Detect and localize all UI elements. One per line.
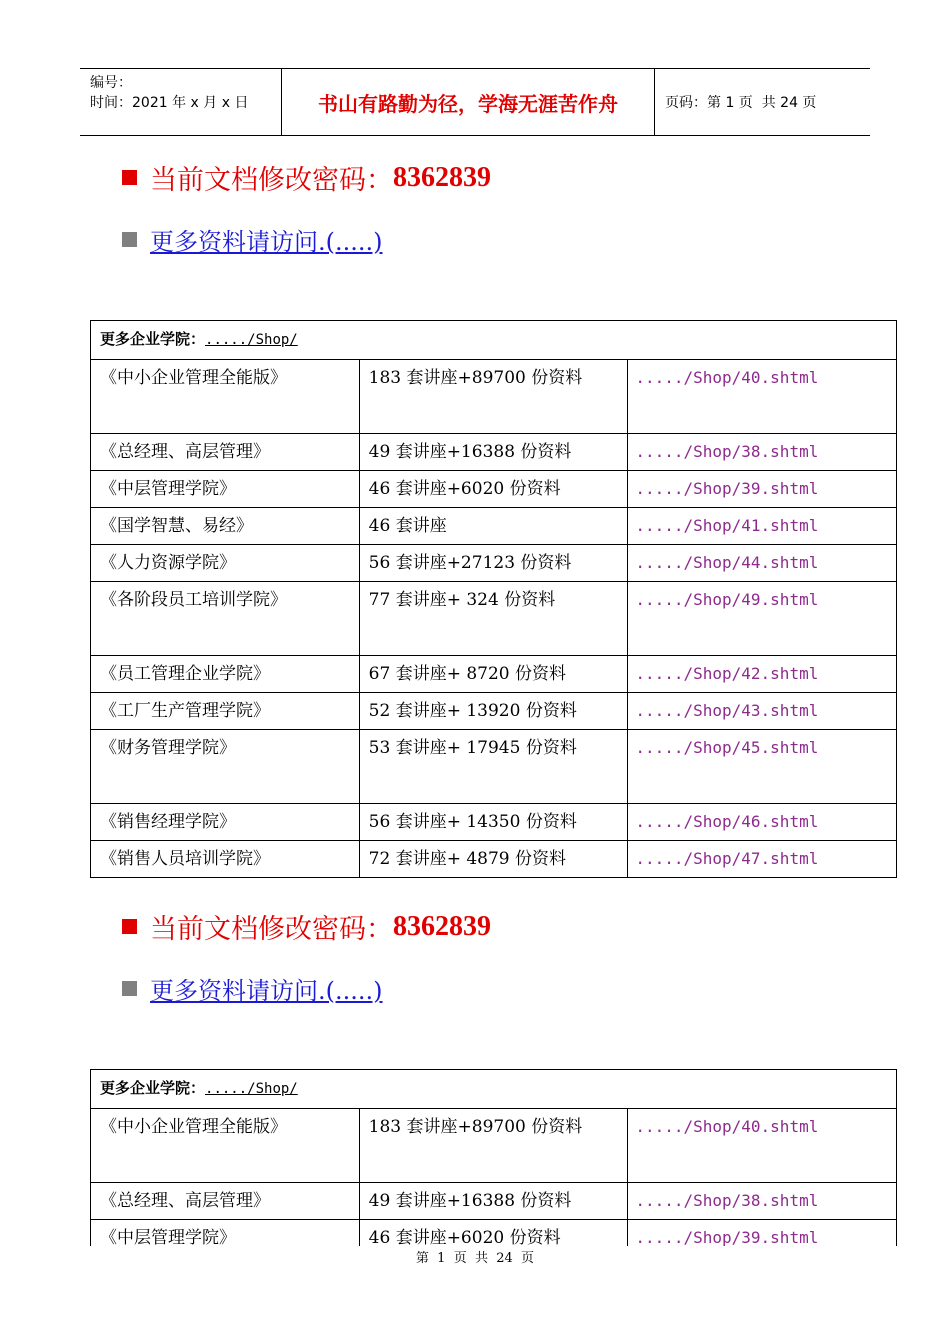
- password-label: 当前文档修改密码：: [150, 165, 393, 196]
- table-row: [91, 582, 897, 656]
- academy-content: 56 套讲座+ 14350 份资料: [359, 804, 628, 841]
- academy-link[interactable]: ...../Shop/45.shtml: [628, 730, 897, 804]
- academy-content: 67 套讲座+ 8720 份资料: [359, 656, 628, 693]
- password-code: 8362839: [393, 910, 491, 942]
- table-header-row: [91, 321, 897, 360]
- academy-header-label: 更多企业学院：: [100, 1079, 206, 1097]
- academy-content: 46 套讲座: [359, 508, 628, 545]
- academy-link[interactable]: ...../Shop/39.shtml: [628, 471, 897, 508]
- gray-square-bullet-icon: [122, 981, 137, 996]
- more-resources-link[interactable]: 更多资料请访问.(.....): [150, 977, 383, 1005]
- academy-link[interactable]: ...../Shop/42.shtml: [628, 656, 897, 693]
- academy-link[interactable]: ...../Shop/47.shtml: [628, 841, 897, 878]
- academy-name: 《国学智慧、易经》: [91, 508, 360, 545]
- academy-content: 53 套讲座+ 17945 份资料: [359, 730, 628, 804]
- academy-link[interactable]: ...../Shop/40.shtml: [628, 1109, 897, 1183]
- document-number-label: 编号：: [90, 75, 132, 91]
- academy-name: 《各阶段员工培训学院》: [91, 582, 360, 656]
- academy-content: 49 套讲座+16388 份资料: [359, 434, 628, 471]
- password-label: 当前文档修改密码：: [150, 914, 393, 945]
- table-header-cell: [91, 1070, 897, 1109]
- table-header-row: [91, 1070, 897, 1109]
- academy-content: 72 套讲座+ 4879 份资料: [359, 841, 628, 878]
- academy-content: 183 套讲座+89700 份资料: [359, 360, 628, 434]
- table-row: [91, 804, 897, 841]
- academy-link[interactable]: ...../Shop/43.shtml: [628, 693, 897, 730]
- table-row: [91, 1109, 897, 1183]
- academy-name: 《总经理、高层管理》: [91, 1183, 360, 1220]
- table-row: [91, 434, 897, 471]
- academy-name: 《中层管理学院》: [91, 1220, 360, 1247]
- table-row: [91, 1183, 897, 1220]
- header-page-info-text: 页码：第 1 页 共 24 页: [665, 95, 817, 111]
- academy-header-label: 更多企业学院：: [100, 330, 206, 348]
- academy-name: 《总经理、高层管理》: [91, 434, 360, 471]
- table-row: [91, 693, 897, 730]
- gray-square-bullet-icon: [122, 232, 137, 247]
- academy-name: 《销售人员培训学院》: [91, 841, 360, 878]
- table-row: [91, 730, 897, 804]
- academy-content: 46 套讲座+6020 份资料: [359, 1220, 628, 1247]
- table-row: [91, 471, 897, 508]
- academy-name: 《工厂生产管理学院》: [91, 693, 360, 730]
- academy-link[interactable]: ...../Shop/41.shtml: [628, 508, 897, 545]
- academy-content: 52 套讲座+ 13920 份资料: [359, 693, 628, 730]
- academy-header-link[interactable]: ...../Shop/: [205, 332, 298, 348]
- table-row: [91, 1220, 897, 1247]
- academy-name: 《人力资源学院》: [91, 545, 360, 582]
- academy-name: 《销售经理学院》: [91, 804, 360, 841]
- header-motto: 书山有路勤为径，学海无涯苦作舟: [282, 69, 655, 135]
- password-notice: [122, 158, 491, 197]
- more-resources-link[interactable]: 更多资料请访问.(.....): [150, 228, 383, 256]
- red-square-bullet-icon: [122, 170, 137, 185]
- academy-header-link[interactable]: ...../Shop/: [205, 1081, 298, 1097]
- table-row: [91, 656, 897, 693]
- password-code: 8362839: [393, 161, 491, 193]
- academy-content: 77 套讲座+ 324 份资料: [359, 582, 628, 656]
- academy-name: 《财务管理学院》: [91, 730, 360, 804]
- academy-link[interactable]: ...../Shop/38.shtml: [628, 434, 897, 471]
- academy-name: 《员工管理企业学院》: [91, 656, 360, 693]
- table-row: [91, 360, 897, 434]
- red-square-bullet-icon: [122, 919, 137, 934]
- academy-content: 56 套讲座+27123 份资料: [359, 545, 628, 582]
- document-time-label: 时间：2021 年 x 月 x 日: [90, 95, 249, 111]
- academy-table: [90, 1069, 897, 1246]
- academy-link[interactable]: ...../Shop/39.shtml: [628, 1220, 897, 1247]
- academy-link[interactable]: ...../Shop/46.shtml: [628, 804, 897, 841]
- academy-link[interactable]: ...../Shop/49.shtml: [628, 582, 897, 656]
- table-row: [91, 841, 897, 878]
- table-header-cell: [91, 321, 897, 360]
- academy-link[interactable]: ...../Shop/38.shtml: [628, 1183, 897, 1220]
- table-row: [91, 545, 897, 582]
- academy-name: 《中小企业管理全能版》: [91, 360, 360, 434]
- page-footer: 第 1 页 共 24 页: [415, 1251, 535, 1266]
- academy-name: 《中小企业管理全能版》: [91, 1109, 360, 1183]
- more-resources-line: [122, 971, 383, 1006]
- academy-content: 46 套讲座+6020 份资料: [359, 471, 628, 508]
- more-resources-line: [122, 222, 383, 257]
- academy-content: 183 套讲座+89700 份资料: [359, 1109, 628, 1183]
- academy-content: 49 套讲座+16388 份资料: [359, 1183, 628, 1220]
- academy-link[interactable]: ...../Shop/40.shtml: [628, 360, 897, 434]
- academy-table: [90, 320, 897, 878]
- academy-name: 《中层管理学院》: [91, 471, 360, 508]
- password-notice: [122, 907, 491, 946]
- table-row: [91, 508, 897, 545]
- academy-link[interactable]: ...../Shop/44.shtml: [628, 545, 897, 582]
